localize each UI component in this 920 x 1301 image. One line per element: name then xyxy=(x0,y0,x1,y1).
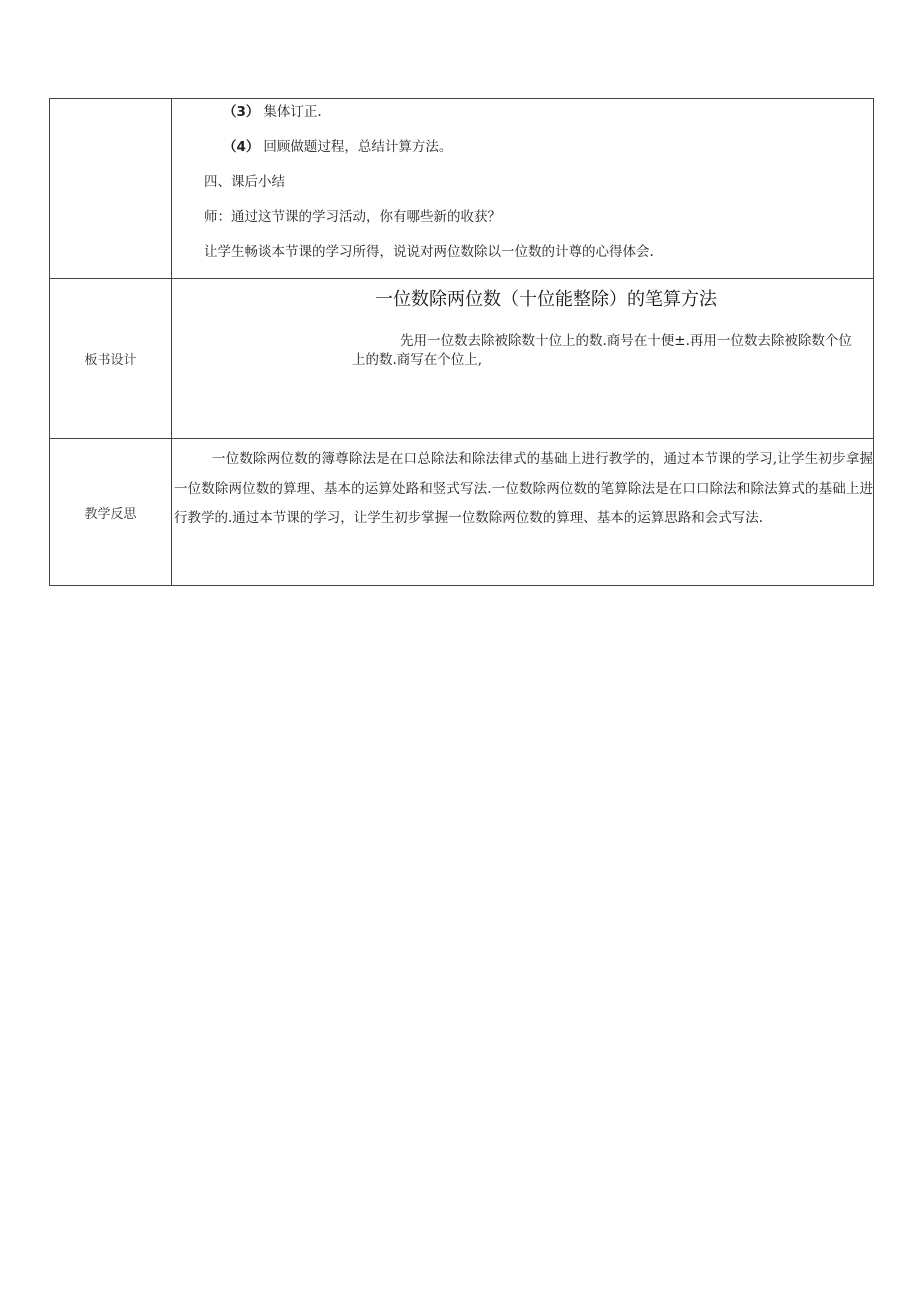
board-method-text: 先用一位数去除被除数十位上的数.商号在十便±.再用一位数去除被除数个位上的数.商写在个位上, xyxy=(352,333,852,368)
board-design-content-cell xyxy=(172,279,874,439)
process-content-cell xyxy=(172,99,874,279)
reflection-content-cell xyxy=(172,439,874,586)
step-3-line xyxy=(172,103,873,121)
board-title: 一位数除两位数（十位能整除）的笔算方法 xyxy=(375,289,717,310)
step-4-line xyxy=(172,138,873,156)
process-row xyxy=(50,99,874,279)
board-design-label: 板书设计 xyxy=(50,279,172,439)
step-4-number: （4） xyxy=(223,139,260,155)
step-3-text: 集体订正. xyxy=(263,104,322,120)
teacher-question: 师：通过这节课的学习活动，你有哪些新的收获？ xyxy=(204,209,501,225)
step-4-text: 回顾做题过程，总结计算方法。 xyxy=(263,139,453,155)
board-design-row xyxy=(50,279,874,439)
process-label-cell xyxy=(50,99,172,279)
reflection-label: 教学反思 xyxy=(50,439,172,586)
reflection-text: 一位数除两位数的簿尊除法是在口总除法和除法律式的基础上进行教学的，通过本节课的学习,让学生初步拿握一位数除两位数的算理、基本的运算处路和竖式写法.一位数除两位数的笔算除法是在口口除法和除法算式的基础上进行教学的.通过本节课的学习，让学生初步掌握一位数除两位数的算理、基本的运算思路和会式写法. xyxy=(174,451,873,526)
process-content xyxy=(172,99,873,261)
summary-heading: 四、课后小结 xyxy=(204,174,285,190)
student-activity: 让学生畅谈本节课的学习所得，说说对两位数除以一位数的计尊的心得体会. xyxy=(204,244,654,260)
step-3-number: （3） xyxy=(223,104,260,120)
lesson-plan-table xyxy=(49,98,874,586)
reflection-row xyxy=(50,439,874,586)
